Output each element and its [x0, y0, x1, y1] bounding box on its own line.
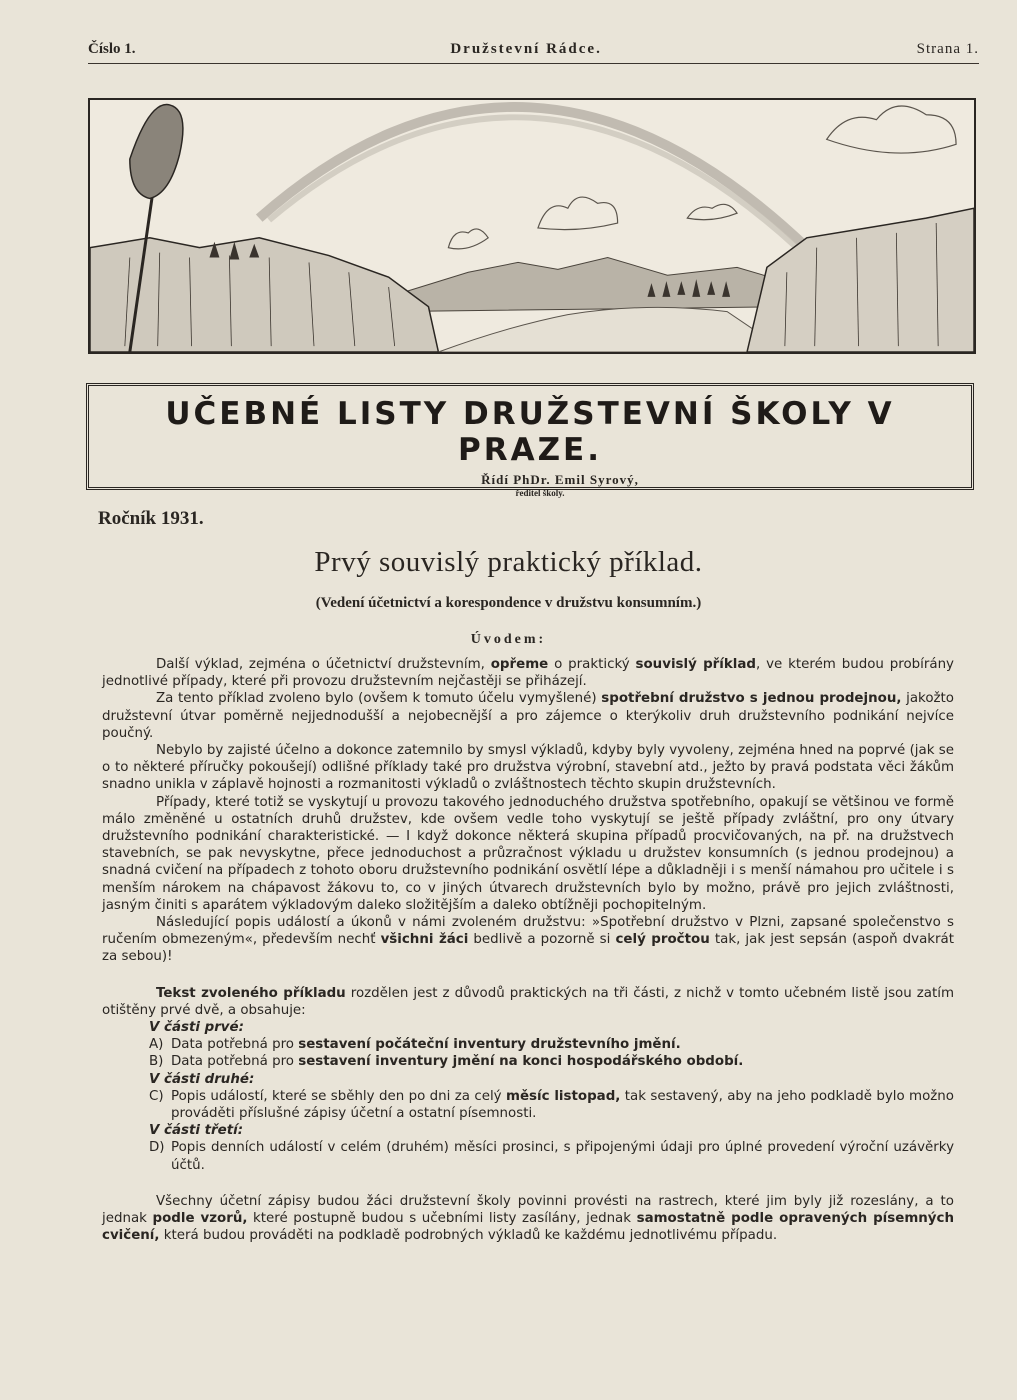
list-text [171, 1036, 954, 1053]
list-marker: A) [149, 1037, 164, 1053]
masthead-editor-role: ředitel školy. [515, 488, 565, 498]
emphasis-text: souvislý příklad [635, 657, 756, 672]
running-header [88, 38, 979, 64]
masthead-title: UČEBNÉ LISTY DRUŽSTEVNÍ ŠKOLY V PRAZE. [165, 396, 895, 468]
emphasis-text: podle vzorů, [152, 1211, 248, 1227]
text-run: Další výklad, zejména o účetnictví družstevním, [156, 657, 491, 672]
section-label: V části druhé: [149, 1071, 255, 1087]
emphasis-text: opřeme [490, 657, 549, 672]
emphasis-text: sestavení inventury jmění na konci hospodářského období. [298, 1054, 744, 1070]
paragraph [102, 914, 954, 966]
text-run: o praktický [548, 657, 636, 672]
paragraph [102, 794, 954, 914]
emphasis-text: Tekst zvoleného příkladu [156, 985, 346, 1001]
masthead-editor: Řídí PhDr. Emil Syrový, [481, 472, 639, 487]
list-marker: B) [149, 1054, 164, 1070]
emphasis-text: sestavení počáteční inventury družstevního jmění. [298, 1037, 681, 1053]
article-title: Prvý souvislý praktický příklad. [314, 546, 703, 578]
emphasis-text: spotřební družstvo s jednou prodejnou, [601, 691, 902, 707]
emphasis-text: samostatně podle opravených písemných cvičení, [102, 1211, 955, 1244]
list-item [149, 1036, 954, 1053]
page-number: Strana 1. [916, 40, 979, 57]
emphasis-text: všichni žáci [380, 932, 469, 948]
text-run: tak, jak jest sepsán (aspoň dvakrát za sebou)! [102, 932, 954, 965]
text-run: , ve kterém budou probírány jednotlivé případy, které při provozu družstevním nejčastěji se přiházejí. [102, 657, 954, 690]
emphasis-text: měsíc listopad, [506, 1088, 621, 1104]
volume-year: Ročník 1931. [98, 508, 204, 529]
list-text [171, 1088, 954, 1122]
intro-heading: Úvodem: [470, 632, 547, 647]
text-run: které postupně budou s učebními listy zasílány, jednak [247, 1211, 637, 1227]
text-run: Případy, které totiž se vyskytují u provozu takového jednoduchého družstva spotřebního, opakují se většinou ve formě málo změněné u ostatních druhů družstev, kde ovšem vedle toho vyskytují se ještě případy zvláštní, pro ony útvary družstevního podnikání charakteristické. — I když dokonce některá skupina případů procvičovaných, na př. na družstvech stavebních, se pak nevyskytne, přece jednoduchost a průzračnost výkladu u družstev konsumních (s jednou prodejnou) a snadná cvičení na případech z tohoto oboru družstevního podnikání osvětlí lépe a důkladněji i s menší námahou pro učitele i s menším nárokem na chápavost žákovu to, co v jiných útvarech družstevních bylo by možno, právě pro jejich zvláštnosti, jasným činiti s aparátem výkladovým daleko složitějším a daleko obtížněji pochopitelným. [102, 794, 954, 913]
text-run: Data potřebná pro [171, 1054, 299, 1070]
text-run: která budou prováděti na podkladě podrobných výkladů ke každému jednotlivému případu. [159, 1228, 778, 1244]
list-item [149, 1139, 954, 1173]
text-run: Popis událostí, které se sběhly den po dni za celý [171, 1088, 506, 1104]
article-subtitle: (Vedení účetnictví a korespondence v družstvu konsumním.) [315, 595, 702, 611]
list-item [149, 1088, 954, 1122]
masthead-box [86, 383, 974, 498]
text-run: bedlivě a pozorně si [468, 932, 616, 948]
text-run: Popis denních událostí v celém (druhém) měsíci prosinci, s připojenými údaji pro úplné provedení výroční uzávěrky účtů. [171, 1140, 954, 1173]
section-label: V části prvé: [149, 1020, 244, 1036]
article-body [102, 656, 954, 1245]
text-run: Následující popis událostí a úkonů v námi zvoleném družstvu: »Spotřební družstvo v Plzni, zapsané společenstvo s ručením obmezeným«, především nechť [102, 915, 954, 948]
text-run: tak sestavený, aby na jeho podkladě bylo možno prováděti příslušné zápisy účetní a ostatní písemnosti. [171, 1088, 954, 1122]
text-run: Data potřebná pro [171, 1037, 299, 1053]
list-marker: D) [149, 1140, 165, 1156]
landscape-illustration [88, 98, 976, 354]
text-run: Za tento příklad zvoleno bylo (ovšem k tomuto účelu vymyšlené) [156, 691, 602, 707]
text-run: rozdělen jest z důvodů praktických na tři části, z nichž v tomto učebném listě jsou zatím otištěny prvé dvě, a obsahuje: [102, 985, 954, 1018]
paragraph [102, 985, 954, 1019]
list-text [171, 1139, 954, 1173]
paragraph [102, 656, 954, 690]
text-run: jakožto družstevní útvar poměrně nejjednodušší a nejobecnější a pro zájemce o kterýkoliv druh družstevního podnikání nejvíce poučný. [102, 691, 954, 741]
paragraph [102, 690, 954, 742]
issue-number: Číslo 1. [88, 40, 136, 57]
paragraph [102, 742, 954, 794]
journal-title: Družstevní Rádce. [450, 40, 602, 57]
section-label: V části třetí: [149, 1123, 244, 1139]
emphasis-text: celý pročtou [615, 932, 710, 948]
list-marker: C) [149, 1088, 164, 1104]
text-run: Všechny účetní zápisy budou žáci družstevní školy povinni provésti na rastrech, které jim byly již rozeslány, a to jednak [102, 1193, 954, 1227]
list-item [149, 1053, 954, 1070]
text-run: Nebylo by zajisté účelno a dokonce zatemnilo by smysl výkladů, kdyby byly vyvoleny, zejména hned na poprvé (jak se o to některé příručky pokoušejí) odlišné příklady také pro družstva výrobní, stavební atd., ježto by pravá podstata věci žákům snadno unikla v záplavě hojnosti a rozmanitosti výkladů o zvláštnostech těchto skupin družstevních. [102, 743, 954, 793]
paragraph [102, 1193, 954, 1245]
list-text [171, 1053, 954, 1070]
